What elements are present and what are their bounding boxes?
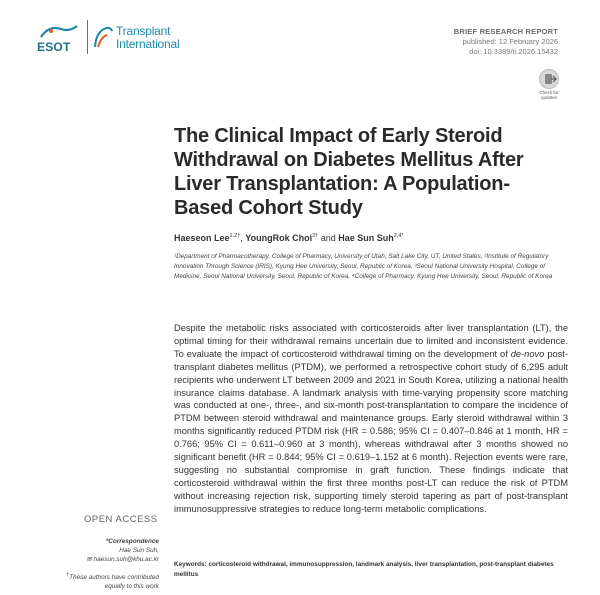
equal-contrib-text: These authors have contributed xyxy=(69,574,159,582)
correspondence-name: Hae Sun Suh, xyxy=(119,547,159,554)
journal-logo-line2: International xyxy=(116,37,180,51)
abstract: Despite the metabolic risks associated with corticosteroids after liver transplantation (LT), the optimal timing for their withdrawal remains uncertain due to limited and inconsistent evidence. To evaluate the impact of corticosteroid withdrawal timing on the development of de-novo post-transplant diabetes mellitus (PTDM), we performed a retrospective cohort study of 6,295 adult recipients who underwent LT between 2009 and 2021 in South Korea, utilizing a national health insurance claims database. A landmark analysis with time-varying propensity score matching was conducted at one-, three-, and six-month post-transplantation to compare the incidence of PTDM between steroid withdrawal and maintenance groups. Early steroid withdrawal within 3 months significantly reduced PTDM risk (HR = 0.586; 95% CI = 0.407–0.846 at 1 month, HR = 0.766; 95% CI = 0.611–0.960 at 3 month), whereas withdrawal after 3 months showed no significant benefit (HR = 0.844; 95% CI = 0.619–1.152 at 6 month). Rejection events were rare, suggesting no substantial compromise in graft function. These findings indicate that corticosteroid withdrawal within the first three months post-LT can reduce the risk of PTDM without increasing rejection risk, supporting timely steroid tapering as part of post-transplant immunosuppressive strategies to reduce long-term metabolic complications. xyxy=(174,323,568,514)
open-access-label: OPEN ACCESS xyxy=(84,514,158,525)
author-name[interactable]: Haeseon Lee xyxy=(174,233,230,243)
author-list: Haeseon Lee$^{1,2\dagger}$, YoungRok Choi$^{3\dagger}$ and Hae Sun Suh$^{2,4*}$ xyxy=(174,233,404,243)
esot-emblem-icon xyxy=(37,23,87,39)
correspondence-email[interactable]: ✉ haesun.suh@khu.ac.kr xyxy=(86,556,159,563)
esot-logo xyxy=(37,23,87,53)
esot-logo-text: ESOT xyxy=(37,40,71,54)
published-date: published: 12 February 2026 xyxy=(462,37,558,46)
keywords xyxy=(174,560,568,579)
journal-emblem-icon xyxy=(92,23,114,51)
journal-logo xyxy=(92,23,182,55)
author-affil-mark: 2,4* xyxy=(393,233,404,239)
author-affil-mark: 1,2† xyxy=(229,233,241,239)
author-affil-mark: 3† xyxy=(312,233,319,239)
affiliations: ¹Department of Pharmacotherapy, College of Pharmacy, University of Utah, Salt Lake City, UT, United States, ²Institute of Regulatory Innovation Through Science (IRIS), Kyung Hee University, Seoul, Republic of Korea, ³Seoul National University Hospital, College of Medicine, Seoul National University, Seoul, Republic of Korea, ⁴College of Pharmacy, Kyung Hee University, Seoul, Republic of Korea xyxy=(174,253,553,280)
equal-contrib-text-2: equally to this work xyxy=(104,583,159,591)
keywords-label: Keywords: xyxy=(174,561,207,568)
logo-divider xyxy=(87,20,88,54)
article-title: The Clinical Impact of Early Steroid Withdrawal on Diabetes Mellitus After Liver Transplantation: A Population-Based Cohort Study xyxy=(174,125,524,219)
keywords-text: corticosteroid withdrawal, immunosuppression, landmark analysis, liver transplantation, post-transplant diabetes mellitus xyxy=(174,561,554,578)
check-updates-icon xyxy=(539,69,559,89)
article-type: BRIEF RESEARCH REPORT xyxy=(453,27,558,36)
article-meta xyxy=(454,27,558,57)
correspondence-label: *Correspondence xyxy=(105,538,159,545)
check-updates-label: Check for updates xyxy=(539,90,559,100)
author-name[interactable]: Hae Sun Suh xyxy=(338,233,394,243)
equal-contrib-mark: † xyxy=(66,572,70,578)
author-name[interactable]: YoungRok Choi xyxy=(245,233,313,243)
journal-logo-line1: Transplant xyxy=(116,24,171,38)
correspondence-block xyxy=(66,537,159,591)
check-for-updates-badge[interactable] xyxy=(536,69,562,100)
doi[interactable]: doi: 10.3389/ti.2026.15432 xyxy=(469,47,558,56)
